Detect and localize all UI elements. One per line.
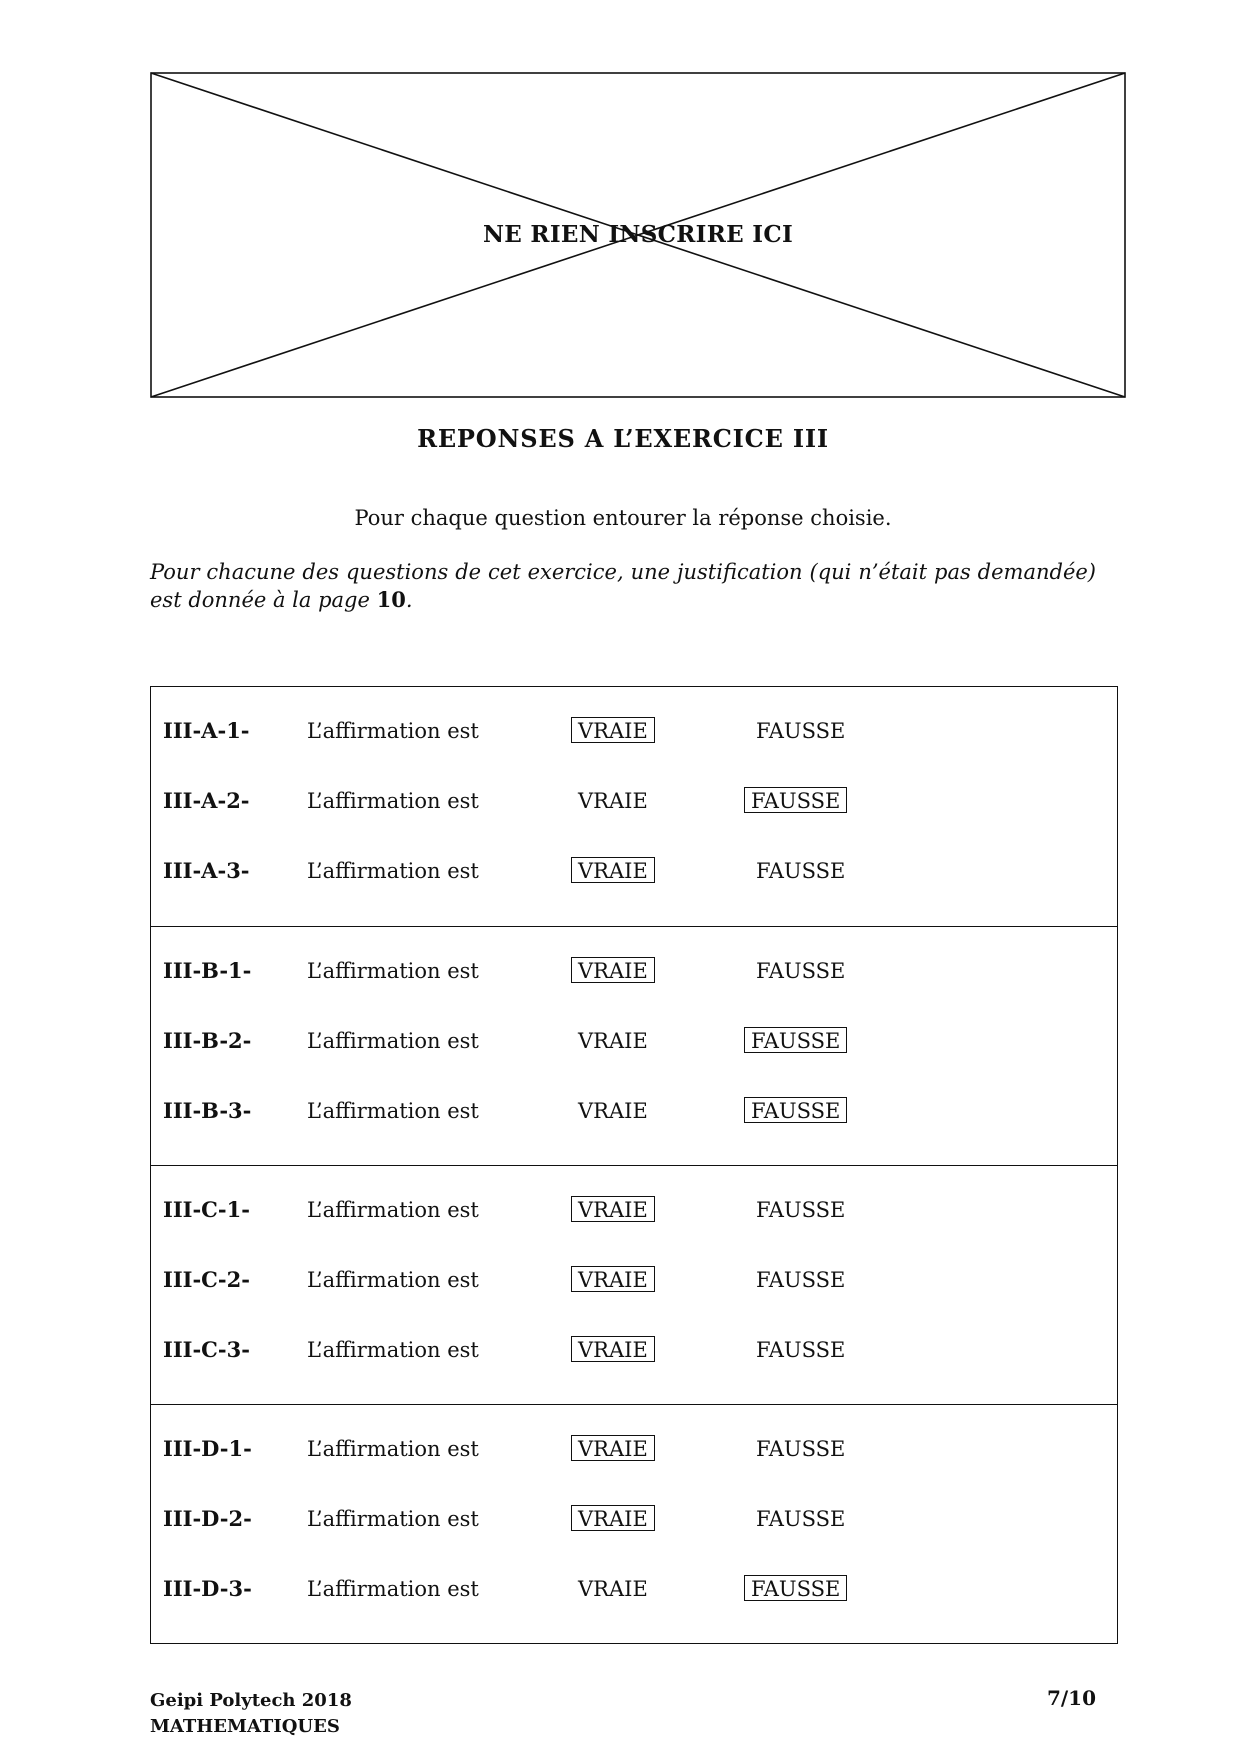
option-vraie[interactable]: VRAIE <box>571 857 655 883</box>
option-vraie[interactable]: VRAIE <box>578 789 648 813</box>
page-title: REPONSES A L’EXERCICE III <box>417 424 829 453</box>
option-fausse[interactable]: FAUSSE <box>756 1437 846 1461</box>
question-id: III-C-2- <box>163 1267 250 1292</box>
statement-label: L’affirmation est <box>307 1338 479 1362</box>
reserved-box <box>150 72 1126 398</box>
question-id: III-A-3- <box>163 858 250 883</box>
answer-row <box>151 1503 1117 1535</box>
answer-row <box>151 855 1117 887</box>
statement-label: L’affirmation est <box>307 719 479 743</box>
option-fausse[interactable]: FAUSSE <box>756 959 846 983</box>
option-fausse[interactable]: FAUSSE <box>756 719 846 743</box>
option-vraie[interactable]: VRAIE <box>578 1029 648 1053</box>
question-id: III-C-1- <box>163 1197 250 1222</box>
answer-row <box>151 1095 1117 1127</box>
option-fausse[interactable]: FAUSSE <box>756 1268 846 1292</box>
answer-row <box>151 1264 1117 1296</box>
note-end: . <box>405 588 413 612</box>
question-id: III-D-2- <box>163 1506 252 1531</box>
answers-table <box>150 686 1118 1644</box>
option-fausse[interactable]: FAUSSE <box>744 1575 847 1601</box>
option-fausse[interactable]: FAUSSE <box>744 1097 847 1123</box>
option-fausse[interactable]: FAUSSE <box>756 1198 846 1222</box>
statement-label: L’affirmation est <box>307 1577 479 1601</box>
option-vraie[interactable]: VRAIE <box>578 1577 648 1601</box>
statement-label: L’affirmation est <box>307 959 479 983</box>
justification-note <box>150 558 1096 614</box>
option-vraie[interactable]: VRAIE <box>571 1435 655 1461</box>
option-fausse[interactable]: FAUSSE <box>756 859 846 883</box>
statement-label: L’affirmation est <box>307 1437 479 1461</box>
option-fausse[interactable]: FAUSSE <box>744 787 847 813</box>
statement-label: L’affirmation est <box>307 1099 479 1123</box>
answer-row <box>151 955 1117 987</box>
answer-group <box>151 1165 1117 1404</box>
answer-row <box>151 1573 1117 1605</box>
answer-row <box>151 1334 1117 1366</box>
note-page-ref: 10 <box>376 587 406 612</box>
footer-subject: MATHEMATIQUES <box>150 1716 340 1737</box>
question-id: III-C-3- <box>163 1337 250 1362</box>
question-id: III-D-1- <box>163 1436 252 1461</box>
footer-exam-name: Geipi Polytech 2018 <box>150 1690 352 1711</box>
statement-label: L’affirmation est <box>307 1507 479 1531</box>
answer-group <box>151 687 1117 926</box>
question-id: III-A-2- <box>163 788 250 813</box>
question-id: III-B-3- <box>163 1098 252 1123</box>
question-id: III-D-3- <box>163 1576 252 1601</box>
page-number: 7/10 <box>1046 1686 1096 1710</box>
option-fausse[interactable]: FAUSSE <box>756 1507 846 1531</box>
answer-row <box>151 1433 1117 1465</box>
answer-group <box>151 1404 1117 1643</box>
question-id: III-B-2- <box>163 1028 252 1053</box>
answer-row <box>151 785 1117 817</box>
statement-label: L’affirmation est <box>307 789 479 813</box>
option-vraie[interactable]: VRAIE <box>571 1196 655 1222</box>
option-vraie[interactable]: VRAIE <box>571 1505 655 1531</box>
option-vraie[interactable]: VRAIE <box>571 717 655 743</box>
answer-row <box>151 1194 1117 1226</box>
option-vraie[interactable]: VRAIE <box>571 1266 655 1292</box>
option-fausse[interactable]: FAUSSE <box>756 1338 846 1362</box>
question-id: III-A-1- <box>163 718 250 743</box>
statement-label: L’affirmation est <box>307 1198 479 1222</box>
answer-group <box>151 926 1117 1165</box>
option-vraie[interactable]: VRAIE <box>571 957 655 983</box>
option-vraie[interactable]: VRAIE <box>578 1099 648 1123</box>
statement-label: L’affirmation est <box>307 1029 479 1053</box>
note-text: Pour chacune des questions de cet exercice, une justification (qui n’était pas demandée) est donnée à la page <box>150 560 1096 612</box>
statement-label: L’affirmation est <box>307 859 479 883</box>
statement-label: L’affirmation est <box>307 1268 479 1292</box>
option-vraie[interactable]: VRAIE <box>571 1336 655 1362</box>
answer-row <box>151 715 1117 747</box>
reserved-box-label: NE RIEN INSCRIRE ICI <box>482 221 794 248</box>
question-id: III-B-1- <box>163 958 252 983</box>
option-fausse[interactable]: FAUSSE <box>744 1027 847 1053</box>
instruction-text: Pour chaque question entourer la réponse choisie. <box>354 506 892 530</box>
footer-left <box>150 1688 352 1740</box>
answer-row <box>151 1025 1117 1057</box>
